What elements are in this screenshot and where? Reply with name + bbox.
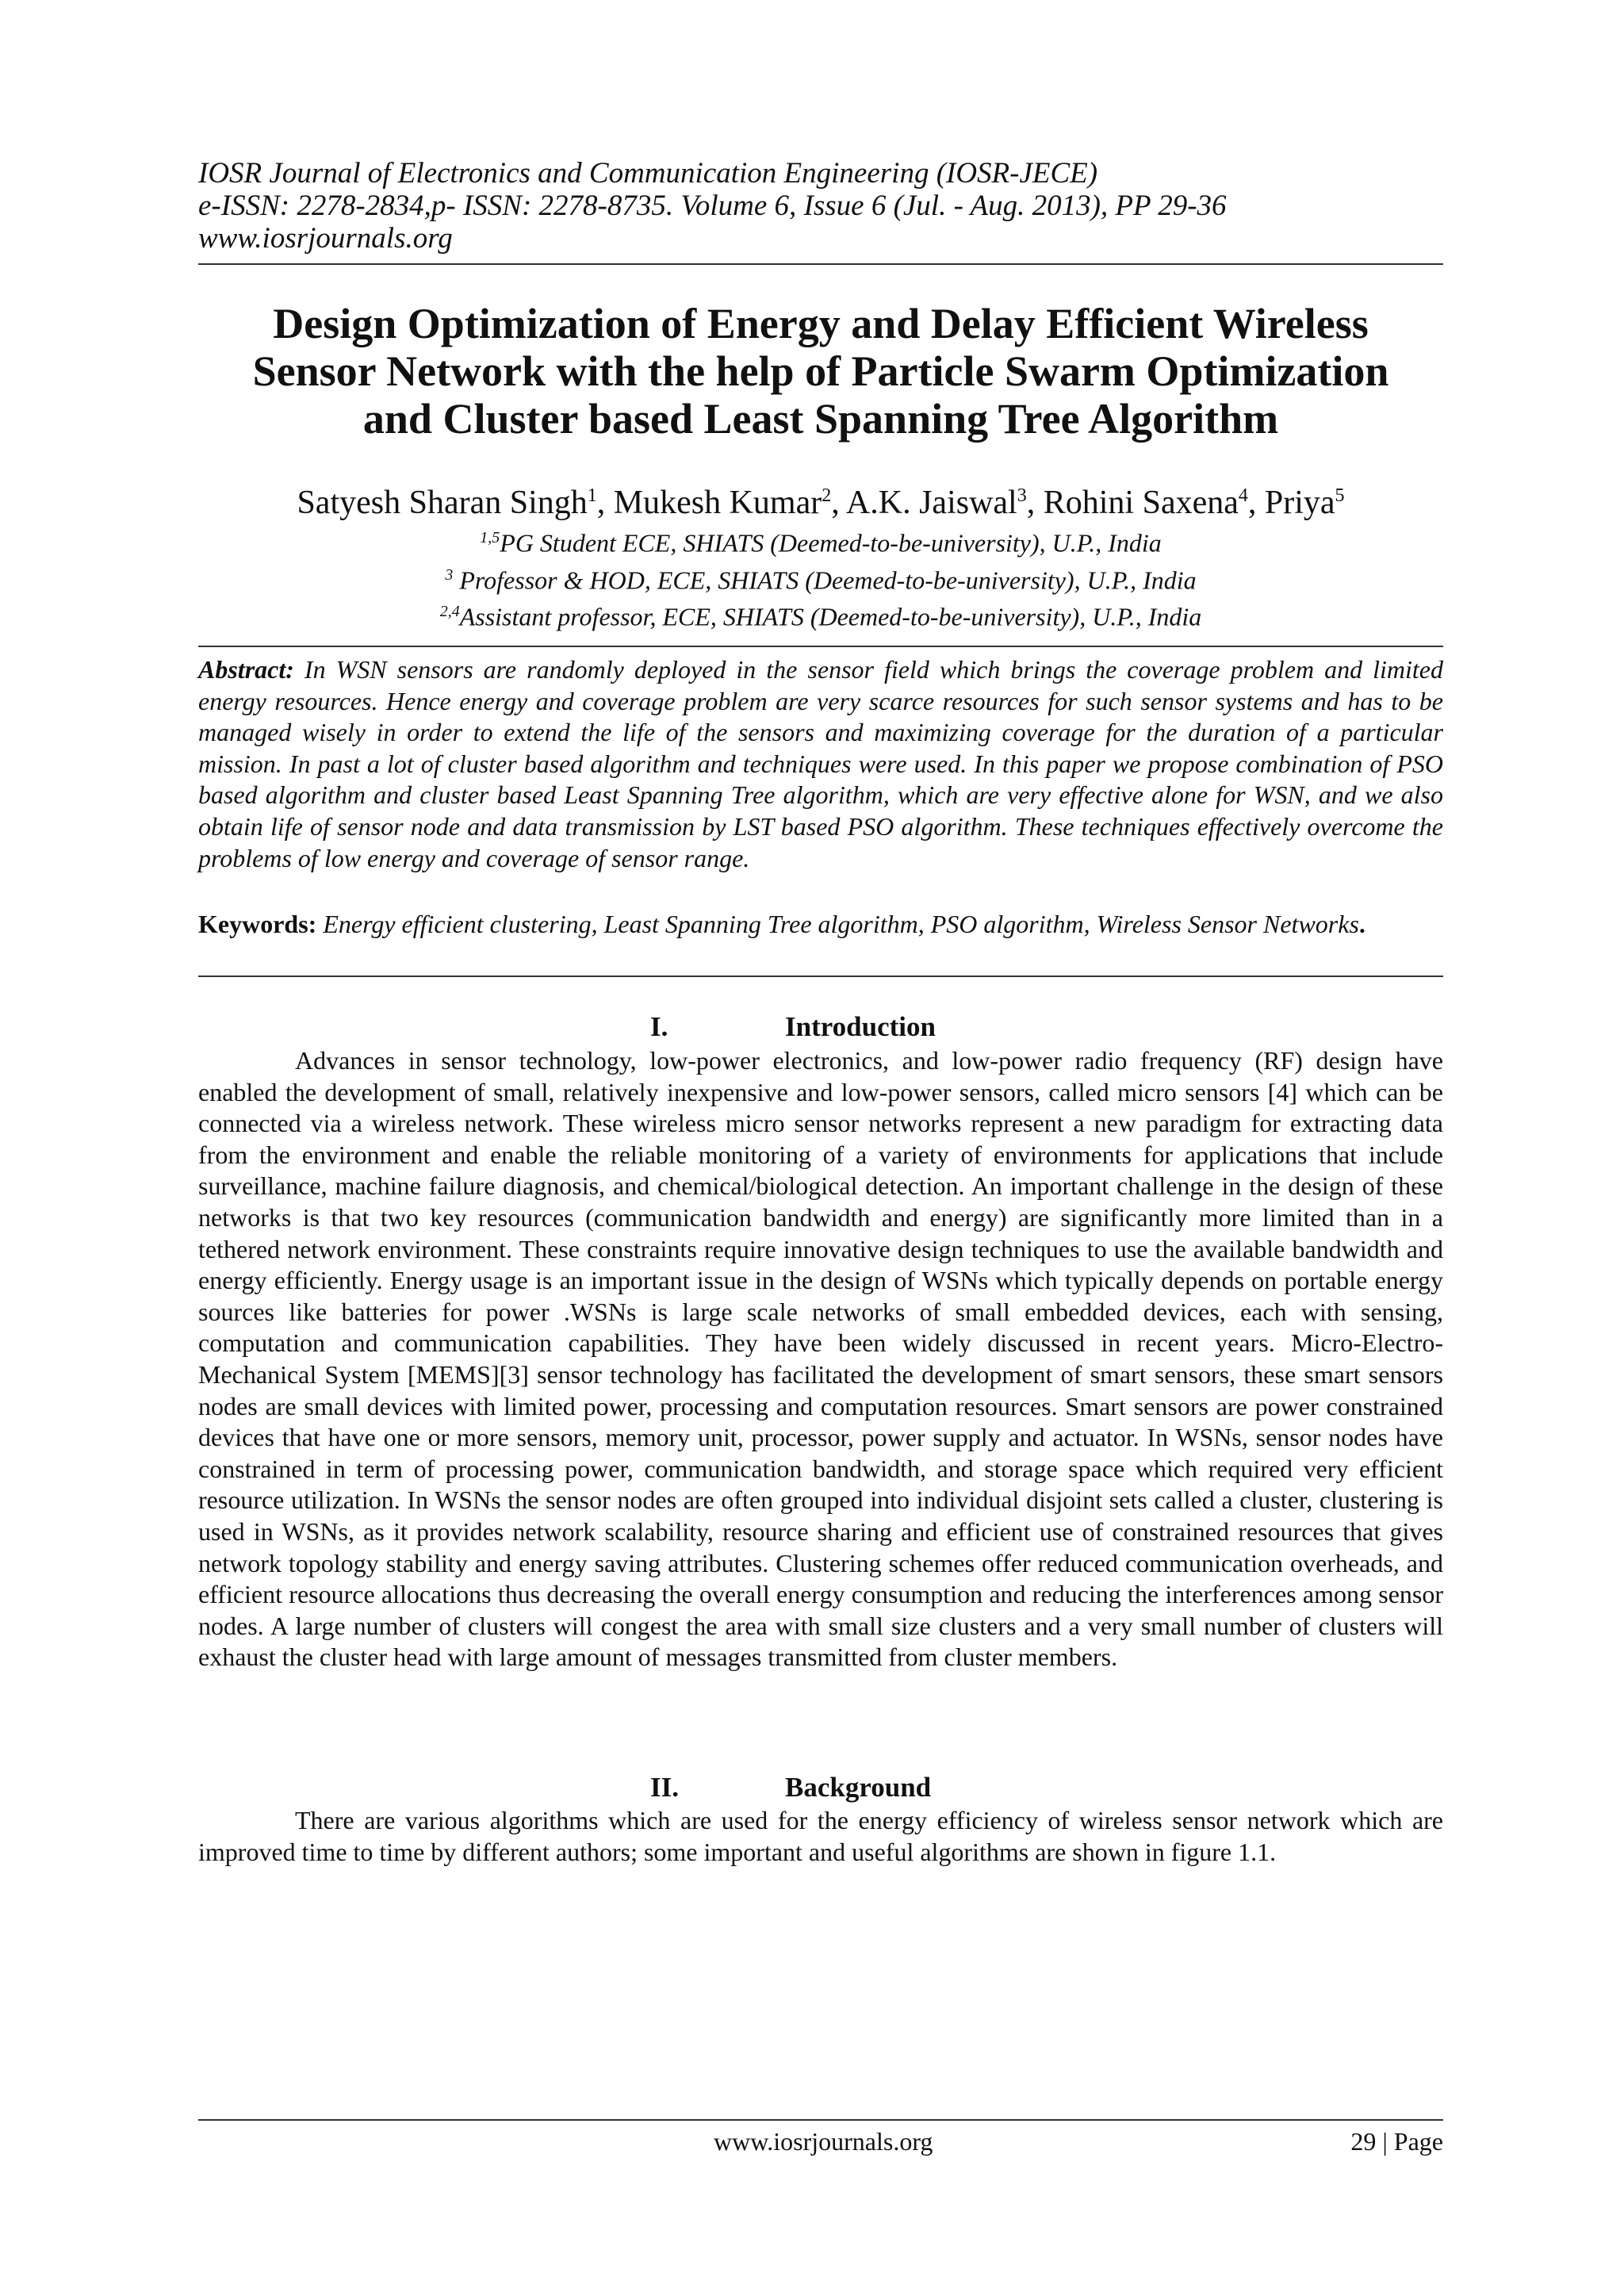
section-body-background	[198, 1805, 1443, 1868]
author-name: Rohini Saxena	[1043, 485, 1239, 521]
author-name: Satyesh Sharan Singh	[297, 485, 588, 521]
section-title: Introduction	[785, 1011, 936, 1042]
keywords-colon: :	[308, 910, 317, 938]
author-sep: ,	[1247, 485, 1265, 521]
affiliation-sup: 1,5	[480, 529, 500, 546]
abstract-text: In WSN sensors are randomly deployed in the sensor field which brings the coverage problem and limited energy resources. Hence energy and coverage problem are very scarce resources for such sensor systems and has to be managed wisely in order to extend the life of the sensors and maximizing coverage for the duration of a particular mission. In past a lot of cluster based algorithm and techniques were used. In this paper we propose combination of PSO based algorithm and cluster based Least Spanning Tree algorithm, which are very effective alone for WSN, and we also obtain life of sensor node and data transmission by LST based PSO algorithm. These techniques effectively overcome the problems of low energy and coverage of sensor range.	[198, 655, 1443, 872]
paper-title	[198, 300, 1443, 443]
section-title: Background	[785, 1772, 932, 1803]
affiliation-list	[198, 522, 1443, 633]
author-sep: ,	[1026, 485, 1044, 521]
footer-rule	[198, 2119, 1443, 2121]
title-line: and Cluster based Least Spanning Tree Algorithm	[362, 395, 1279, 443]
abstract-bottom-rule	[198, 976, 1443, 977]
journal-header	[198, 157, 1443, 255]
section-body-introduction	[198, 1045, 1443, 1673]
paragraph: Advances in sensor technology, low-power electronics, and low-power radio frequency (RF) design have enabled the development of small, relatively inexpensive and low-power sensors, called micro sensors [4] which can be connected via a wireless network. These wireless micro sensor networks represent a new paradigm for extracting data from the environment and enable the reliable monitoring of a variety of environments for applications that include surveillance, machine failure diagnosis, and chemical/biological detection. An important challenge in the design of these networks is that two key resources (communication bandwidth and energy) are significantly more limited than in a tethered network environment. These constraints require innovative design techniques to use the available bandwidth and energy efficiently. Energy usage is an important issue in the design of WSNs which typically depends on portable energy sources like batteries for power .WSNs is large scale networks of small embedded devices, each with sensing, computation and communication capabilities. They have been widely discussed in recent years. Micro-Electro-Mechanical System [MEMS][3] sensor technology has facilitated the development of smart sensors, these smart sensors nodes are small devices with limited power, processing and computation resources. Smart sensors are power constrained devices that have one or more sensors, memory unit, processor, power supply and actuator. In WSNs, sensor nodes have constrained in term of processing power, communication bandwidth, and storage space which required very efficient resource utilization. In WSNs the sensor nodes are often grouped into individual disjoint sets called a cluster, clustering is used in WSNs, as it provides network scalability, resource sharing and efficient use of constrained resources that gives network topology stability and energy saving attributes. Clustering schemes offer reduced communication overheads, and efficient resource allocations thus decreasing the overall energy consumption and reducing the interferences among sensor nodes. A large number of clusters will congest the area with small size clusters and a very small number of clusters will exhaust the cluster head with large amount of messages transmitted from cluster members.	[198, 1046, 1443, 1672]
title-line: Sensor Network with the help of Particle Swarm Optimization	[252, 347, 1389, 395]
abstract-top-rule	[198, 646, 1443, 647]
affiliation-text: Professor & HOD, ECE, SHIATS (Deemed-to-be-university), U.P., India	[453, 565, 1197, 595]
page-number: 29 | Page	[1350, 2127, 1443, 2156]
abstract	[198, 654, 1443, 874]
title-line: Design Optimization of Energy and Delay Efficient Wireless	[273, 300, 1369, 347]
affiliation	[198, 596, 1443, 633]
affiliation-text: PG Student ECE, SHIATS (Deemed-to-be-university), U.P., India	[500, 528, 1162, 558]
author-name: A.K. Jaiswal	[845, 485, 1017, 521]
page-footer	[198, 2125, 1443, 2157]
keywords-end: .	[1358, 910, 1365, 938]
author-list	[198, 476, 1443, 523]
abstract-label: Abstract:	[198, 655, 294, 684]
author-sup: 4	[1238, 485, 1248, 506]
author-sep: ,	[831, 485, 846, 521]
footer-website: www.iosrjournals.org	[714, 2127, 933, 2156]
keywords	[198, 908, 1443, 940]
keywords-text: Energy efficient clustering, Least Spanning Tree algorithm, PSO algorithm, Wireless Sensor Networks	[316, 910, 1359, 938]
affiliation	[198, 522, 1443, 559]
author-sup: 1	[587, 485, 597, 506]
author-sup: 5	[1335, 485, 1345, 506]
header-rule	[198, 263, 1443, 265]
author-sup: 3	[1017, 485, 1027, 506]
affiliation	[198, 559, 1443, 596]
affiliation-text: Assistant professor, ECE, SHIATS (Deemed-to-be-university), U.P., India	[459, 602, 1202, 631]
author-name: Mukesh Kumar	[613, 485, 822, 521]
affiliation-sup: 2,4	[439, 603, 460, 621]
section-number: I.	[650, 1011, 668, 1042]
author-name: Priya	[1264, 485, 1335, 521]
journal-issn: e-ISSN: 2278-2834,p- ISSN: 2278-8735. Volume 6, Issue 6 (Jul. - Aug. 2013), PP 29-36	[198, 190, 1227, 222]
keywords-label: Keywords	[198, 910, 308, 938]
journal-website: www.iosrjournals.org	[198, 222, 453, 255]
paragraph: There are various algorithms which are used for the energy efficiency of wireless sensor network which are improved time to time by different authors; some important and useful algorithms are shown in figure 1.1.	[198, 1806, 1443, 1866]
author-sup: 2	[822, 485, 832, 506]
section-number: II.	[650, 1772, 679, 1803]
author-sep: ,	[596, 485, 614, 521]
journal-name: IOSR Journal of Electronics and Communication Engineering (IOSR-JECE)	[198, 157, 1098, 190]
affiliation-sup: 3	[445, 565, 454, 584]
